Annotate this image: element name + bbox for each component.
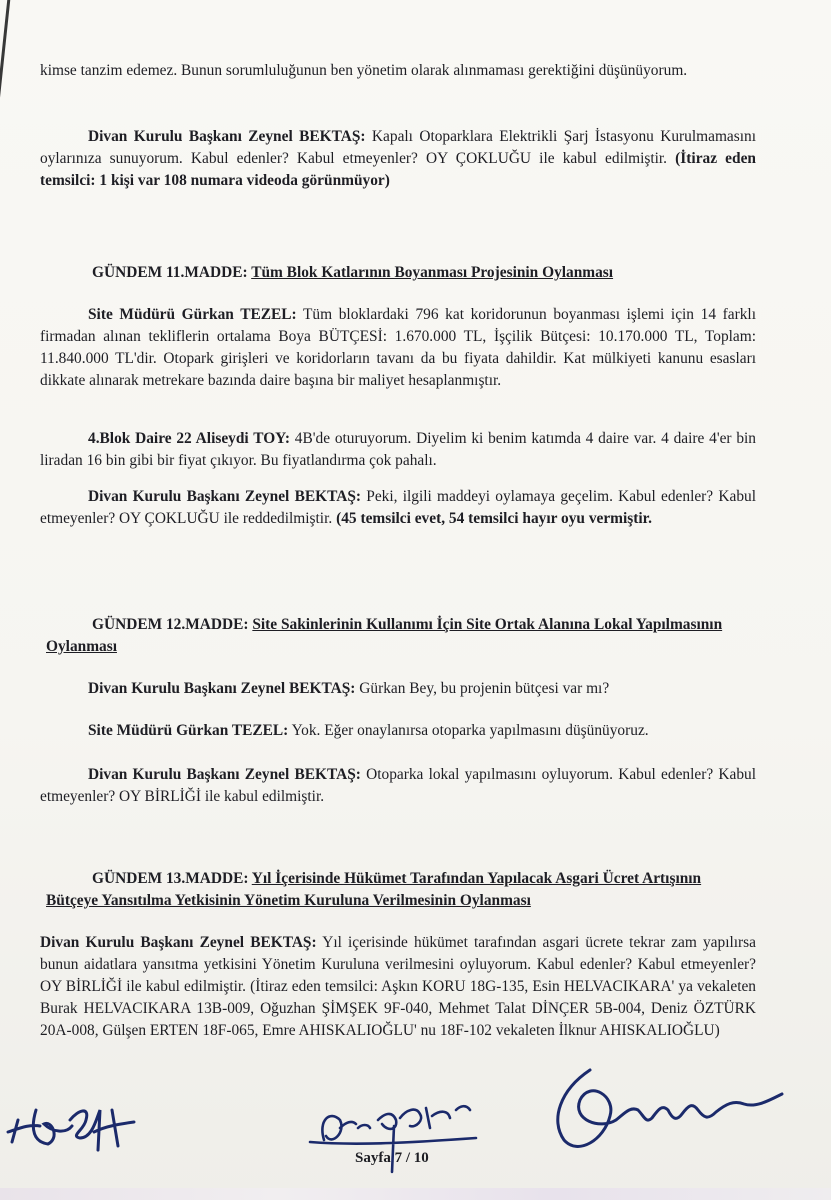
paragraph-budget-question <box>40 678 756 700</box>
agenda-heading-13 <box>46 868 756 912</box>
vote-note: (İtiraz eden temsilci: 1 kişi var 108 numara videoda görünmüyor) <box>40 150 756 189</box>
paragraph-vote-charging <box>40 126 756 192</box>
paragraph-text: 4B'de oturuyorum. Diyelim ki benim katımda 4 daire var. 4 daire 4'er bin liradan 16 bin gibi bir fiyat çıkıyor. Bu fiyatlandırma çok pahalı. <box>40 430 756 469</box>
speaker-name: Divan Kurulu Başkanı Zeynel BEKTAŞ: <box>88 128 366 145</box>
paragraph-resident-comment <box>40 428 756 472</box>
speaker-name: Divan Kurulu Başkanı Zeynel BEKTAŞ: <box>88 766 361 783</box>
paragraph-continuation <box>40 60 756 82</box>
speaker-name: 4.Blok Daire 22 Aliseydi TOY: <box>88 430 290 447</box>
agenda-title: Tüm Blok Katlarının Boyanması Projesinin Oylanması <box>251 264 614 281</box>
paragraph-text: Otoparka lokal yapılmasını oyluyorum. Kabul edenler? Kabul etmeyenler? OY BİRLİĞİ ile kabul edilmiştir. <box>40 766 756 805</box>
paragraph-manager-paint <box>40 304 756 392</box>
agenda-label: GÜNDEM 12.MADDE: <box>92 616 249 633</box>
page-number: Sayfa 7 / 10 <box>355 1150 429 1166</box>
signature-left <box>0 1080 160 1170</box>
paragraph-budget-answer <box>40 720 756 742</box>
paragraph-text: Peki, ilgili maddeyi oylamaya geçelim. Kabul edenler? Kabul etmeyenler? OY ÇOKLUĞU ile reddedilmiştir. <box>40 488 756 527</box>
margin-mark <box>0 0 10 100</box>
speaker-name: Site Müdürü Gürkan TEZEL: <box>88 722 289 739</box>
speaker-name: Site Müdürü Gürkan TEZEL: <box>88 306 297 323</box>
agenda-heading-12 <box>46 614 756 658</box>
scan-edge <box>0 1188 831 1200</box>
agenda-title: Site Sakinlerinin Kullanımı İçin Site Ortak Alanına Lokal Yapılmasının Oylanması <box>46 616 723 655</box>
paragraph-text: Yıl içerisinde hükümet tarafından asgari ücrete tekrar zam yapılırsa bunun aidatlara yansıtma yetkisini Yönetim Kuruluna verilmesini oyluyorum. Kabul edenler? Kabul etmeyenler? OY BİRLİĞİ ile kabul edilmiştir. (İtiraz eden temsilci: Aşkın KORU 18G-135, Esin HELVACIKARA' ya vekaleten Burak HELVACIKARA 13B-009, Oğuzhan ŞİMŞEK 9F-040, Mehmet Talat DİNÇER 5B-004, Deniz ÖZTÜRK 20A-008, Gülşen ERTEN 18F-065, Emre AHISKALIOĞLU' nu 18F-102 vekaleten İlknur AHISKALIOĞLU) <box>40 934 756 1039</box>
vote-note: (45 temsilci evet, 54 temsilci hayır oyu vermiştir. <box>336 510 652 527</box>
paragraph-text: Kapalı Otoparklara Elektrikli Şarj İstasyonu Kurulmamasını oylarınıza sunuyorum. Kabul edenler? Kabul etmeyenler? OY ÇOKLUĞU ile kabul edilmiştir. <box>40 128 756 167</box>
agenda-label: GÜNDEM 11.MADDE: <box>92 264 248 281</box>
paragraph-vote-lounge <box>40 764 756 808</box>
agenda-heading-11 <box>46 262 756 284</box>
paragraph-text: Tüm bloklardaki 796 kat koridorunun boyanması işlemi için 14 farklı firmadan alınan tekliflerin ortalama Boya BÜTÇESİ: 1.670.000 TL, İşçilik Bütçesi: 10.170.000 TL, Toplam: 11.840.000 TL'dir. Otopark girişleri ve koridorların tavanı da bu fiyata dahildir. Kat mülkiyeti kanunu esasları dikkate alınarak metrekare bazında daire başına bir maliyet hesaplanmıştır. <box>40 306 756 389</box>
agenda-label: GÜNDEM 13.MADDE: <box>92 870 249 887</box>
speaker-name: Divan Kurulu Başkanı Zeynel BEKTAŞ: <box>88 488 362 505</box>
agenda-title: Yıl İçerisinde Hükümet Tarafından Yapılacak Asgari Ücret Artışının Bütçeye Yansıtılma Yetkisinin Yönetim Kuruluna Verilmesinin Oylanması <box>46 870 702 909</box>
speaker-name: Divan Kurulu Başkanı Zeynel BEKTAŞ: <box>40 934 317 951</box>
paragraph-text: Yok. Eğer onaylanırsa otoparka yapılmasını düşünüyoruz. <box>291 722 649 739</box>
paragraph-vote-paint <box>40 486 756 530</box>
paragraph-text: kimse tanzim edemez. Bunun sorumluluğunun ben yönetim olarak alınmaması gerektiğini düşünüyorum. <box>40 62 688 79</box>
paragraph-vote-wage <box>40 932 756 1042</box>
speaker-name: Divan Kurulu Başkanı Zeynel BEKTAŞ: <box>88 680 356 697</box>
paragraph-text: Gürkan Bey, bu projenin bütçesi var mı? <box>359 680 610 697</box>
signature-right <box>520 1060 820 1170</box>
